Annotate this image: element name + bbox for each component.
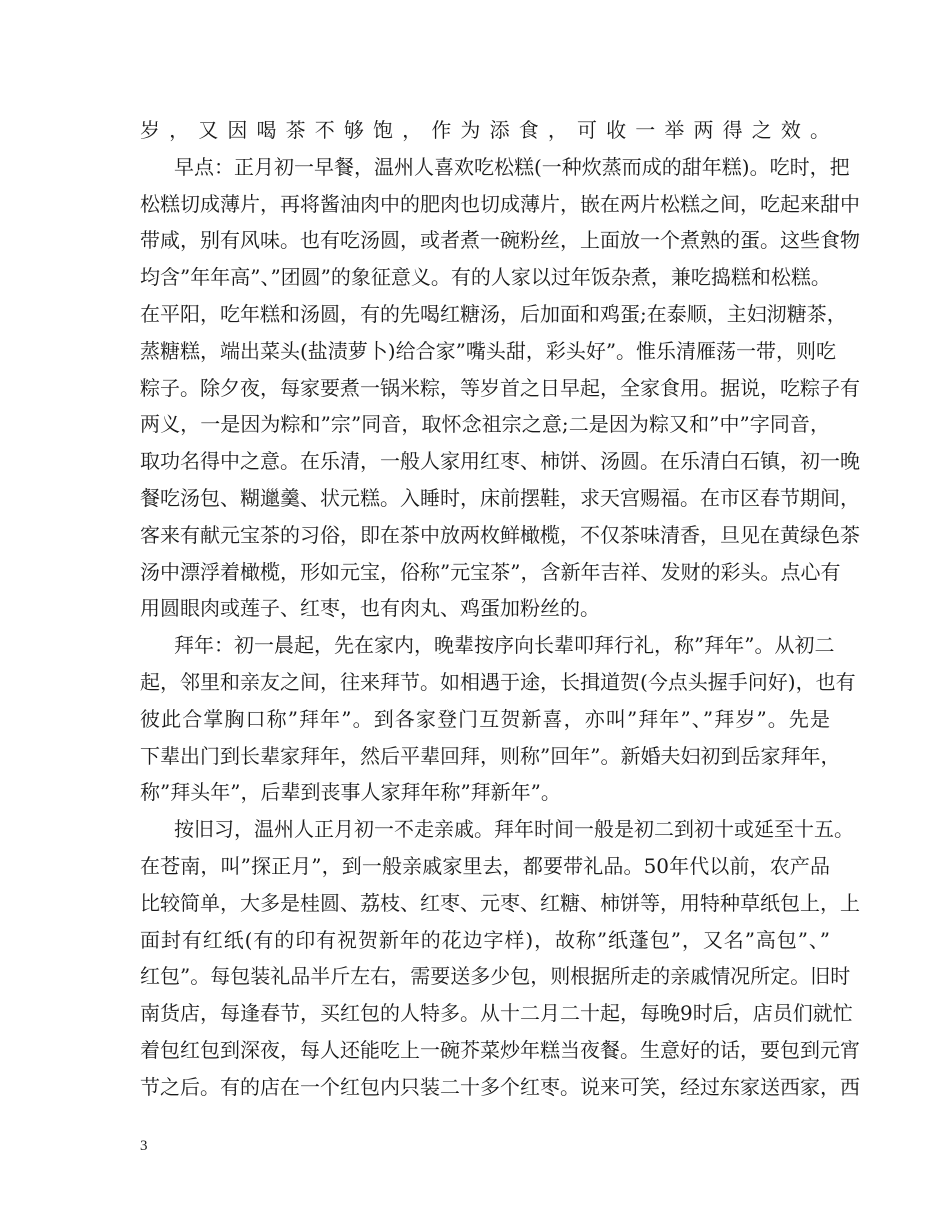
text-line: 均含”年年高”、”团圆”的象征意义。有的人家以过年饭杂煮，兼吃捣糕和松糕。 — [140, 265, 831, 290]
text-line: 带咸，别有风味。也有吃汤圆，或者煮一碗粉丝，上面放一个煮熟的蛋。这些食物 — [140, 228, 860, 253]
text-line: 粽子。除夕夜，每家要煮一锅米粽，等岁首之日早起，全家食用。据说，吃粽子有 — [140, 375, 860, 400]
page-number: 3 — [140, 1138, 148, 1154]
body-text — [140, 112, 860, 1106]
text-line: 红包”。每包装礼品半斤左右，需要送多少包，则根据所走的亲戚情况所定。旧时 — [140, 964, 851, 989]
text-line: 比较简单，大多是桂圆、荔枝、红枣、元枣、红糖、柿饼等，用特种草纸包上，上 — [140, 890, 860, 915]
text-line: 拜年：初一晨起，先在家内，晚辈按序向长辈叩拜行礼，称”拜年”。从初二 — [174, 633, 835, 658]
text-line: 南货店，每逢春节，买红包的人特多。从十二月二十起，每晚9时后，店员们就忙 — [140, 1001, 853, 1026]
text-line: 客来有献元宝茶的习俗，即在茶中放两枚鲜橄榄，不仅茶味清香，旦见在黄绿色茶 — [140, 522, 860, 547]
text-line: 按旧习，温州人正月初一不走亲戚。拜年时间一般是初二到初十或延至十五。 — [174, 817, 854, 842]
text-line: 下辈出门到长辈家拜年，然后平辈回拜，则称”回年”。新婚夫妇初到岳家拜年， — [140, 743, 841, 768]
text-line: 餐吃汤包、糊邋羹、状元糕。入睡时，床前摆鞋，求天宫赐福。在市区春节期间， — [140, 485, 860, 510]
text-line: 用圆眼肉或莲子、红枣，也有肉丸、鸡蛋加粉丝的。 — [140, 596, 600, 621]
text-line: 彼此合掌胸口称”拜年”。到各家登门互贺新喜，亦叫”拜年”、”拜岁”。先是 — [140, 706, 830, 731]
text-line: 取功名得中之意。在乐清，一般人家用红枣、柿饼、汤圆。在乐清白石镇，初一晚 — [140, 449, 860, 474]
text-line: 在平阳，吃年糕和汤圆，有的先喝红糖汤，后加面和鸡蛋;在泰顺，主妇沏糖茶， — [140, 301, 847, 326]
text-line: 松糕切成薄片，再将酱油肉中的肥肉也切成薄片，嵌在两片松糕之间，吃起来甜中 — [140, 191, 860, 216]
text-line: 面封有红纸(有的印有祝贺新年的花边字样)，故称”纸蓬包”，又名”高包”、” — [140, 927, 830, 952]
text-line: 在苍南，叫”探正月”，到一般亲戚家里去，都要带礼品。50年代以前，农产品 — [140, 853, 830, 878]
text-line: 岁，又因喝茶不够饱，作为添食，可收一举两得之效。 — [140, 118, 830, 142]
text-line: 两义，一是因为粽和”宗”同音，取怀念祖宗之意;二是因为粽又和”中”字同音， — [140, 412, 830, 437]
text-line: 起，邻里和亲友之间，往来拜节。如相遇于途，长揖道贺(今点头握手问好)，也有 — [140, 669, 856, 694]
text-line: 早点：正月初一早餐，温州人喜欢吃松糕(一种炊蒸而成的甜年糕)。吃时，把 — [174, 154, 850, 179]
text-line: 节之后。有的店在一个红包内只装二十多个红枣。说来可笑，经过东家送西家，西 — [140, 1074, 860, 1099]
text-line: 汤中漂浮着橄榄，形如元宝，俗称”元宝茶”，含新年吉祥、发财的彩头。点心有 — [140, 559, 841, 584]
text-line: 着包红包到深夜，每人还能吃上一碗芥菜炒年糕当夜餐。生意好的话，要包到元宵 — [140, 1037, 860, 1062]
text-line: 蒸糖糕，端出菜头(盐渍萝卜)给合家”嘴头甜，彩头好”。惟乐清雁荡一带，则吃 — [140, 338, 837, 363]
text-line: 称”拜头年”，后辈到丧事人家拜年称”拜新年”。 — [140, 780, 561, 805]
